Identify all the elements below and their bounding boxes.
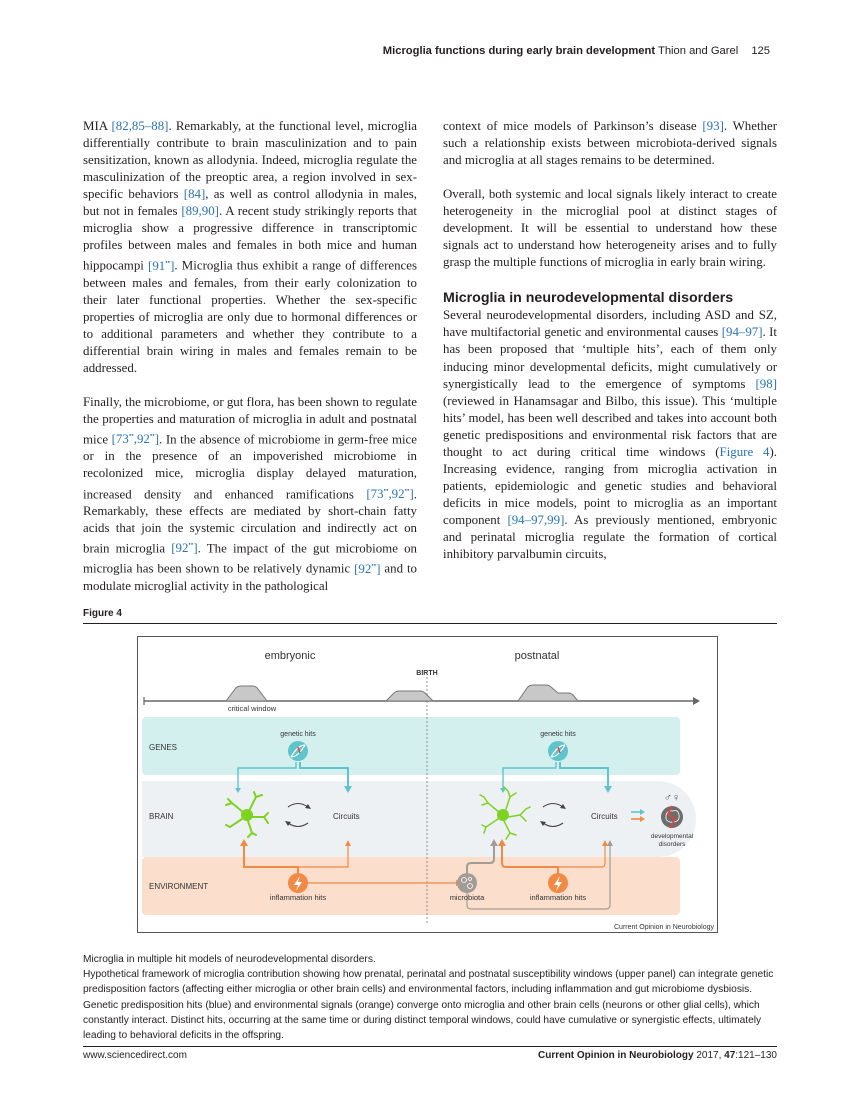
citation-link[interactable]: [73••,92 — [111, 432, 150, 447]
microbiota-label: microbiota — [449, 893, 485, 902]
figure-credit: Current Opinion in Neurobiology — [614, 924, 714, 931]
section-heading: Microglia in neurodevelopmental disorders — [443, 290, 734, 307]
genetic-hits-label: genetic hits — [540, 731, 576, 738]
svg-text:disorders: disorders — [658, 841, 686, 848]
journal-name: Current Opinion in Neurobiology — [538, 1050, 694, 1061]
citation-link[interactable]: Figure 4 — [719, 444, 770, 459]
citation-link[interactable]: [84] — [183, 187, 206, 202]
paragraph: Overall, both systemic and local signals likely interact to create heterogeneity in the microglial pool at distinct stages of development. It will be essential to understand how these signals act to understand how heterogeneity arises and to fully grasp the multiple functions of microglia in early brain wiring. — [443, 187, 777, 270]
genes-band — [142, 717, 680, 775]
row-label-genes: GENES — [149, 743, 178, 752]
running-head-title: Microglia functions during early brain development — [382, 45, 656, 57]
page-number: 125 — [751, 45, 770, 57]
running-head — [383, 45, 770, 57]
brain-disorder-icon — [661, 806, 683, 828]
citation-link[interactable]: [91••] — [148, 258, 175, 273]
right-column — [443, 118, 777, 580]
citation-link[interactable]: ••] — [149, 432, 160, 447]
figure-caption — [83, 952, 777, 1043]
dna-icon — [288, 741, 308, 761]
citation-link[interactable]: [73••,92 — [366, 486, 405, 501]
period-embryonic: embryonic — [264, 650, 316, 662]
dna-icon — [548, 741, 568, 761]
developmental-disorders-label: developmental — [650, 833, 694, 840]
inflammation-hits-label-right: inflammation hits — [529, 893, 587, 902]
citation-link[interactable]: [92••] — [171, 540, 198, 556]
left-column — [83, 118, 417, 612]
citation-link[interactable]: [89,90] — [181, 204, 219, 219]
critical-window-label: critical window — [227, 704, 277, 713]
birth-label: BIRTH — [416, 670, 438, 677]
critical-window-1 — [226, 686, 267, 701]
figure-label: Figure 4 — [83, 608, 122, 619]
microbiota-icon — [457, 873, 477, 893]
citation-link[interactable]: [92••] — [354, 561, 381, 576]
citation-link[interactable]: ••] — [404, 486, 414, 501]
footer-citation: Current Opinion in Neurobiology 2017, 47:121–130 — [538, 1050, 777, 1061]
caption-body: Hypothetical framework of microglia contribution showing how prenatal, perinatal and postnatal susceptibility windows (upper panel) can integrate genetic predisposition factors (affecting either microglia or other brain cells) and environmental factors, including inflammation and gut microbiome dysbiosis. Genetic predisposition hits (blue) and environmental signals (orange) converge onto microglia and other brain cells (neurons or other glial cells), which constantly interact. Distinct hits, occurring at the same time or during distinct temporal windows, could have cumulative or synergistic effects, ultimately leading to behavioral deficits in the offspring. — [83, 969, 774, 1042]
running-head-authors: Thion and Garel — [657, 45, 739, 57]
citation-link[interactable]: [93] — [702, 119, 724, 133]
citation-link[interactable]: [98] — [755, 376, 777, 391]
genetic-hits-label: genetic hits — [280, 731, 316, 738]
paragraph: Finally, the microbiome, or gut flora, has been shown to regulate the properties and maturation of microglia in adult and postnatal mice [73••,92••]. In the absence of microbiome in germ-free mice or in the presence of an impoverished microbiome in recolonized mice, microglia display delayed maturation, increased density and enhanced ramifications [73••,92••]. Remarkably, these effects are mediated by short-chain fatty acids that join the systemic circulation and indirectly act on brain microglia [92••]. The impact of the gut microbiome on microglia has been shown to be relatively dynamic [92••] and to modulate microglial activity in the pathological — [83, 395, 417, 593]
paragraph: context of mice models of Parkinson’s disease [93]. Whether such a relationship exists between microbiota-derived signals and microglia at all stages remains to be determined. — [443, 119, 777, 168]
citation-link[interactable]: [82,85–88] — [111, 119, 169, 133]
caption-title: Microglia in multiple hit models of neurodevelopmental disorders. — [83, 954, 376, 965]
row-label-brain: BRAIN — [149, 812, 174, 821]
figure-rule — [83, 623, 777, 624]
figure-4 — [137, 636, 718, 933]
citation-link[interactable]: [94–97,99] — [507, 512, 565, 527]
paragraph: MIA [82,85–88]. Remarkably, at the functional level, microglia differentially contribute to brain masculinization and to pain sensitization, known as allodynia. Indeed, microglia regulate the masculinization of the preoptic area, a region involved in sex-specific behaviors [84], as well as control allodynia in males, but not in females [89,90]. A recent study strikingly reports that microglia show a progressive difference in transcriptomic profiles between males and females in both mice and human hippocampi [91••]. Microglia thus exhibit a range of differences between males and females, from their early colonization to their later functional properties. Whether the sex-specific properties of microglia are only due to hormonal differences or to additional parameters and whether they contribute to a differential brain wiring in males and females remain to be addressed. — [83, 119, 418, 375]
citation-link[interactable]: [94–97] — [721, 325, 763, 340]
footer-rule — [83, 1046, 777, 1047]
critical-window-2 — [386, 691, 433, 701]
circuits-label-right: Circuits — [591, 812, 618, 821]
inflammation-hits-label-left: inflammation hits — [269, 893, 327, 902]
row-label-environment: ENVIRONMENT — [149, 882, 209, 891]
footer-website[interactable]: www.sciencedirect.com — [83, 1050, 187, 1061]
critical-window-3 — [518, 685, 578, 701]
paragraph: Several neurodevelopmental disorders, including ASD and SZ, have multifactorial genetic and environmental causes [94–97]. It has been proposed that ‘multiple hits’, each of them only inducing minor developmental deficits, might cumulatively or synergistically lead to the emergence of symptoms [98] (reviewed in Hanamsagar and Bilbo, this issue). This ‘multiple hits’ model, has been well described and takes into account both genetic predispositions and environmental risk factors that are thought to act during critical time windows (Figure 4). Increasing evidence, ranging from microglia activation in patients, epidemiologic and genetic studies and behavioral deficits in mice models, point to microglia as an important component [94–97,99]. As previously mentioned, embryonic and perinatal microglia regulate the formation of cortical inhibitory parvalbumin circuits, — [443, 308, 777, 562]
circuits-label-left: Circuits — [333, 812, 360, 821]
period-postnatal: postnatal — [514, 650, 560, 662]
timeline-arrow-icon — [693, 697, 700, 705]
sex-symbols-icon: ♂♀ — [663, 792, 681, 804]
environment-band — [142, 857, 680, 915]
